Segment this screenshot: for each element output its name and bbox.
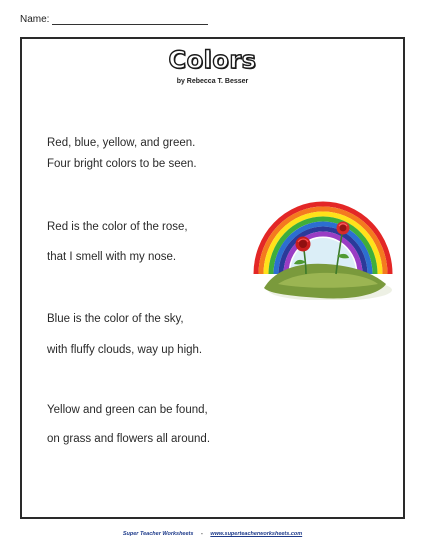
footer-url-link[interactable]: www.superteacherworksheets.com [210, 531, 303, 537]
poem-line-3: Red is the color of the rose, [47, 221, 188, 233]
page-title: Colors [168, 46, 257, 74]
poem-line-4: that I smell with my nose. [47, 251, 177, 263]
poem-line-8: on grass and flowers all around. [47, 433, 211, 445]
footer-separator: - [200, 531, 203, 537]
footer-site-name: Super Teacher Worksheets [122, 531, 194, 537]
footer [0, 531, 425, 537]
name-blank-line [52, 15, 208, 25]
name-label: Name: [20, 14, 50, 25]
poem-line-2: Four bright colors to be seen. [47, 158, 197, 170]
name-field [20, 14, 208, 25]
poem-line-7: Yellow and green can be found, [47, 404, 208, 416]
poem-line-5: Blue is the color of the sky, [47, 313, 184, 325]
poem-line-1: Red, blue, yellow, and green. [47, 137, 196, 149]
author-byline: by Rebecca T. Besser [176, 78, 249, 85]
poem-line-6: with fluffy clouds, way up high. [47, 344, 203, 356]
rainbow-roses-icon [248, 176, 398, 300]
